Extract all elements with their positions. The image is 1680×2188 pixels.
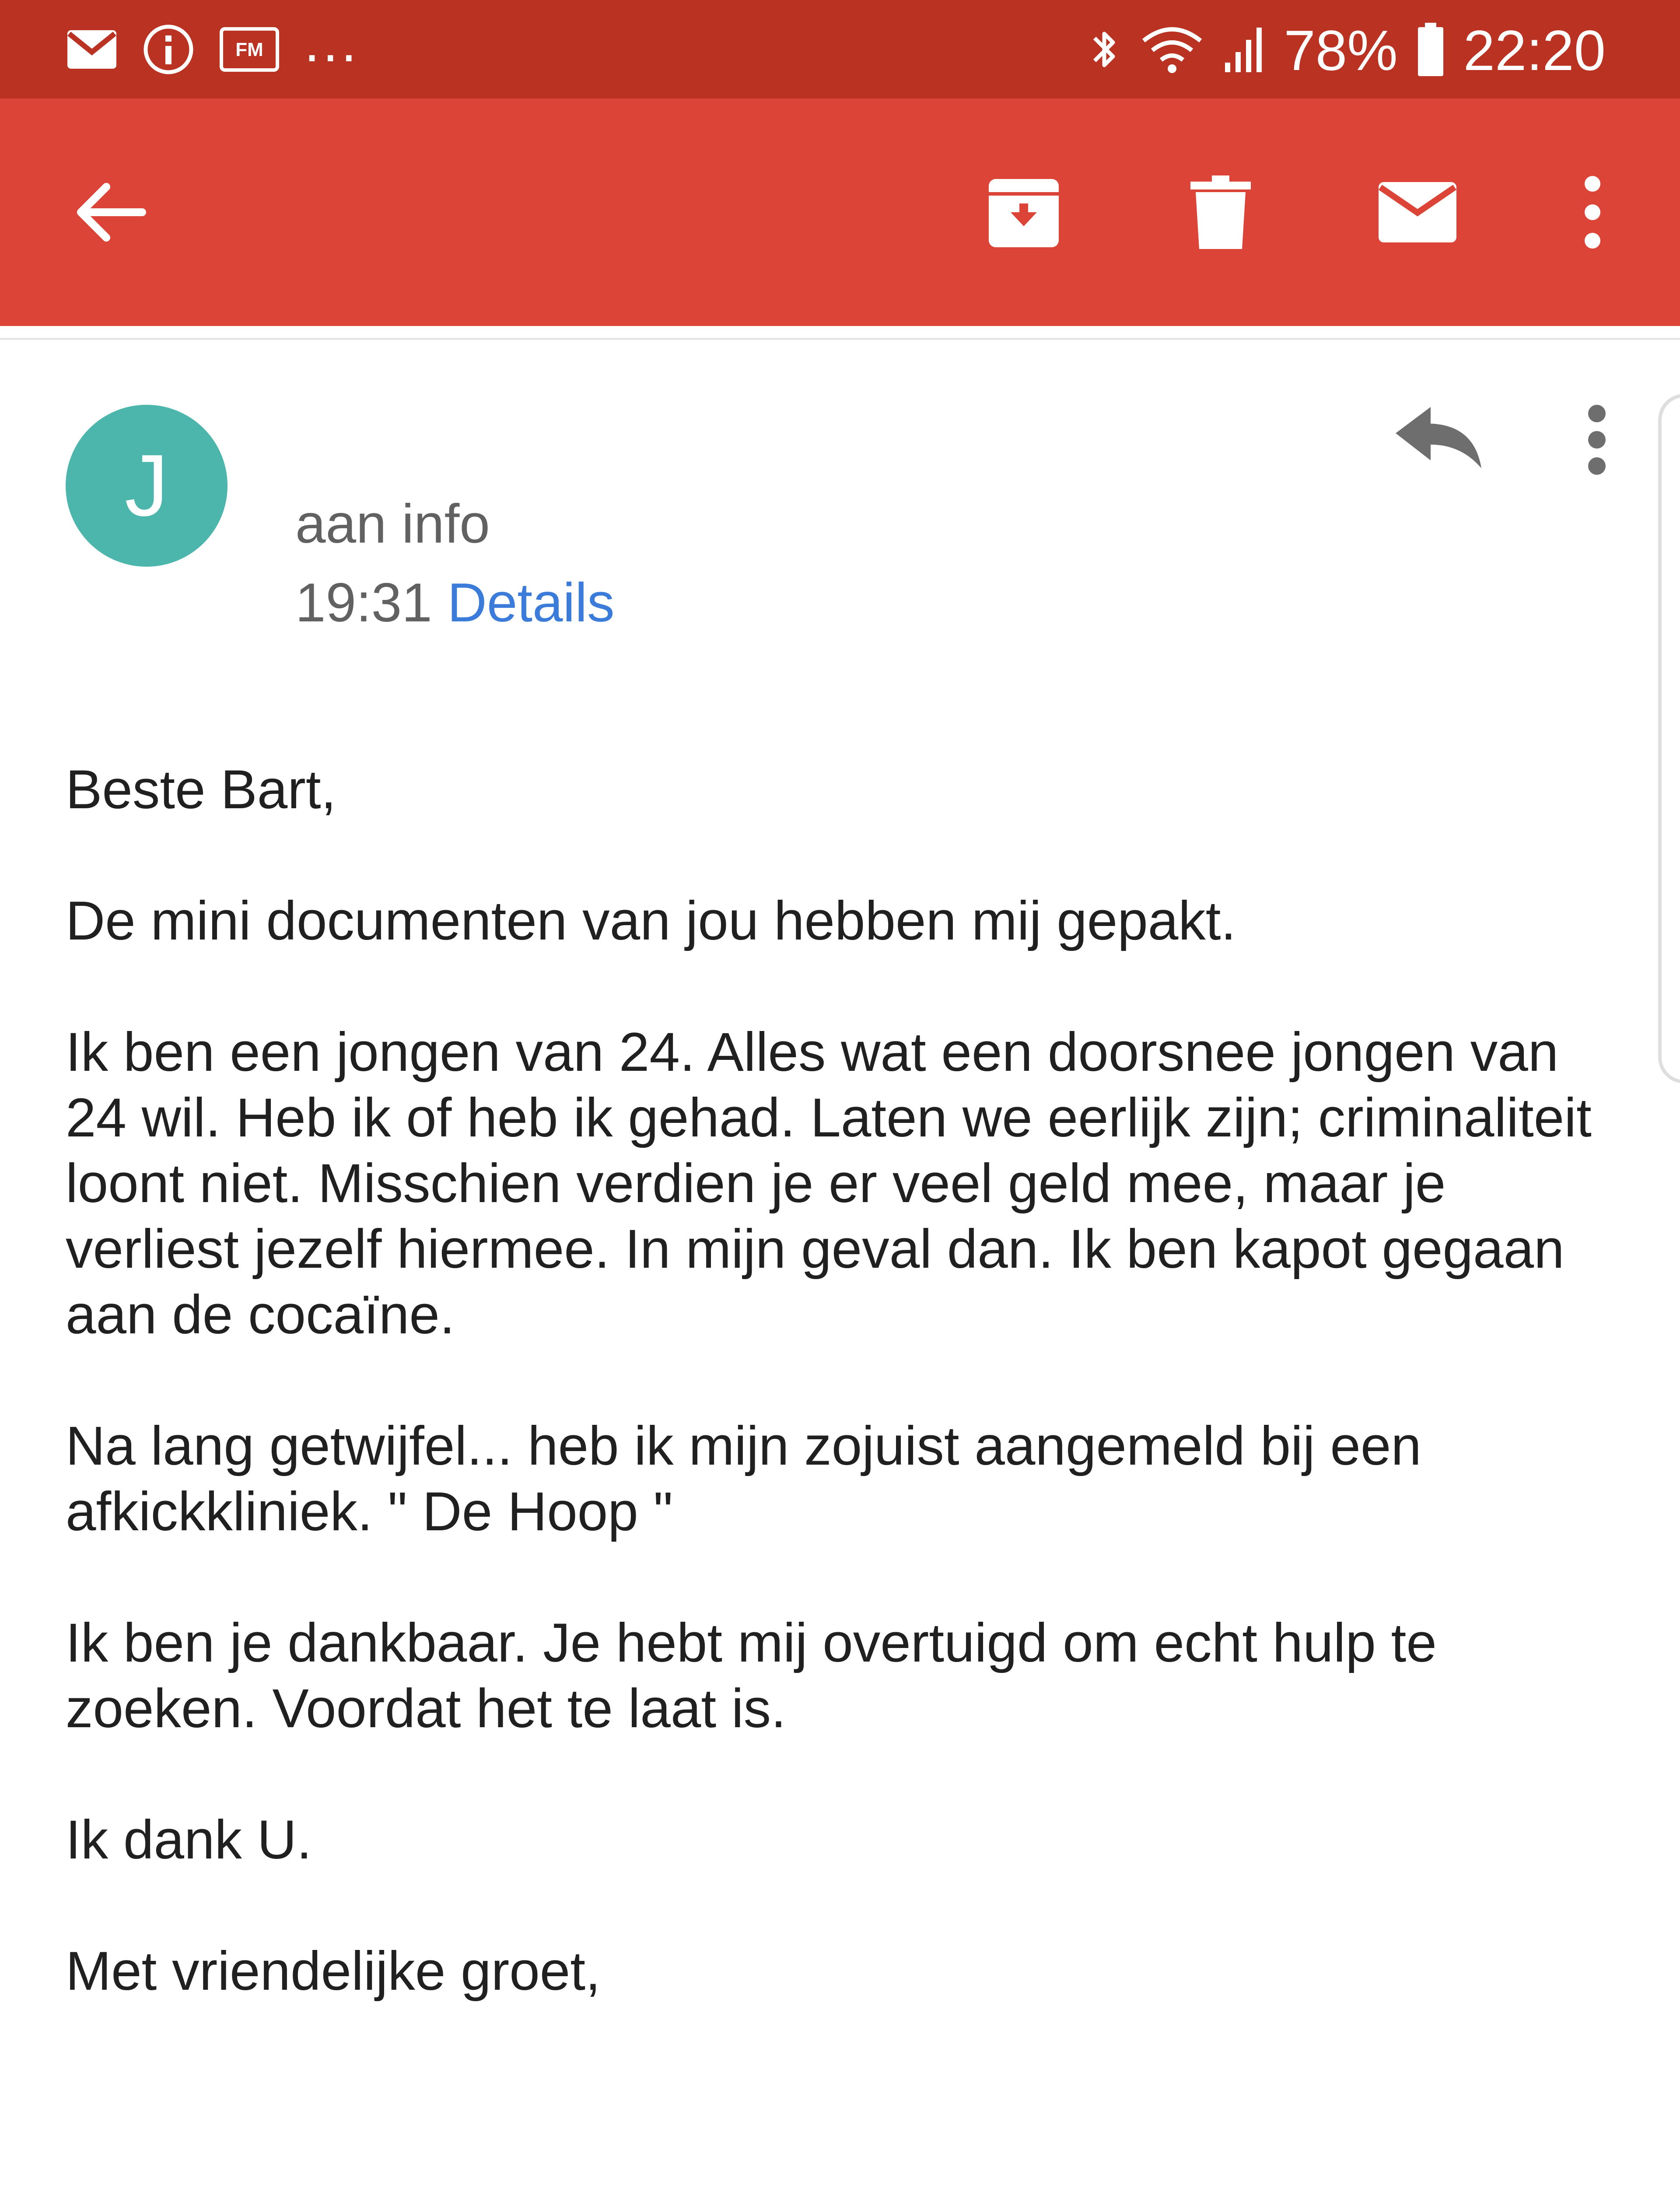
body-paragraph: Ik dank U. bbox=[66, 1809, 312, 1870]
message-more-icon[interactable] bbox=[1579, 396, 1614, 484]
body-paragraph: De mini documenten van jou hebben mij gepakt. bbox=[66, 891, 1236, 951]
notification-overflow: ... bbox=[304, 10, 360, 74]
fm-radio-icon bbox=[219, 25, 280, 76]
svg-text:FM: FM bbox=[235, 39, 263, 60]
signal-icon bbox=[1222, 23, 1266, 78]
header-divider bbox=[0, 338, 1680, 340]
avatar[interactable]: J bbox=[66, 405, 228, 567]
bluetooth-icon bbox=[1087, 23, 1122, 78]
body-paragraph: Na lang getwijfel... heb ik mijn zojuist aangemeld bij een afkickkliniek. " De Hoop " bbox=[66, 1416, 1421, 1542]
details-link[interactable]: Details bbox=[447, 572, 615, 633]
more-vert-icon[interactable] bbox=[1566, 160, 1619, 265]
info-icon bbox=[142, 23, 195, 78]
battery-icon bbox=[1415, 21, 1446, 80]
message-meta bbox=[295, 494, 615, 633]
reply-icon[interactable] bbox=[1391, 403, 1488, 481]
app-bar bbox=[0, 98, 1680, 326]
gmail-icon bbox=[66, 28, 118, 74]
clock: 22:20 bbox=[1463, 18, 1606, 82]
trash-icon[interactable] bbox=[1177, 160, 1264, 265]
mark-unread-icon[interactable] bbox=[1374, 160, 1461, 265]
wifi-icon bbox=[1139, 23, 1205, 78]
scroll-edge-handle[interactable] bbox=[1658, 394, 1680, 1083]
time-row bbox=[295, 572, 615, 633]
message-body bbox=[66, 757, 1614, 2070]
body-paragraph: Ik ben een jongen van 24. Alles wat een doorsnee jongen van 24 wil. Heb ik of heb ik gehad. Laten we eerlijk zijn; criminaliteit loont niet. Misschien verdien je er veel geld mee, maar je verliest jezelf hiermee. In mijn geval dan. Ik ben kapot gegaan aan de cocaïne. bbox=[66, 1022, 1592, 1345]
status-bar bbox=[0, 0, 1680, 98]
message-time: 19:31 bbox=[295, 572, 432, 633]
body-paragraph: Beste Bart, bbox=[66, 759, 336, 820]
archive-icon[interactable] bbox=[980, 160, 1068, 265]
body-paragraph: Ik ben je dankbaar. Je hebt mij overtuigd om echt hulp te zoeken. Voordat het te laat is. bbox=[66, 1613, 1437, 1739]
recipient-label: aan info bbox=[295, 494, 490, 554]
battery-percentage: 78% bbox=[1284, 18, 1398, 82]
body-paragraph: Met vriendelijke groet, bbox=[66, 1941, 601, 2002]
back-arrow-icon[interactable] bbox=[66, 160, 153, 265]
